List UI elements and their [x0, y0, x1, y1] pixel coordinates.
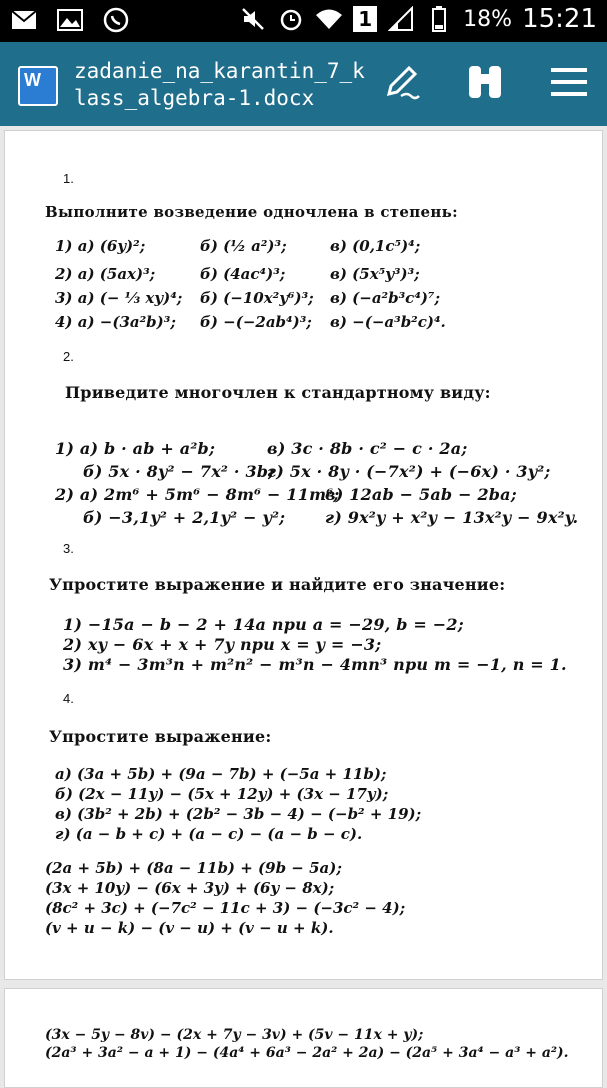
app-bar	[0, 42, 607, 126]
edit-pen-icon[interactable]	[381, 60, 421, 104]
exercise-item: 4) а) −(3a²b)³;	[55, 313, 176, 331]
exercise-item: 1) −15a − b − 2 + 14a при a = −29, b = −2;	[63, 615, 464, 634]
mail-icon	[10, 6, 38, 34]
exercise-item: (2a + 5b) + (8a − 11b) + (9b − 5a);	[45, 859, 342, 877]
exercise-item: 2) а) 2m⁶ + 5m⁶ − 8m⁶ − 11m⁶;	[55, 485, 340, 504]
exercise-item: (v + u − k) − (v − u) + (v − u + k).	[45, 919, 334, 937]
task-number: 1.	[63, 171, 74, 186]
word-doc-icon: W	[18, 66, 58, 106]
exercise-item: б) −(−2ab⁴)³;	[200, 313, 312, 331]
task-number: 3.	[63, 541, 74, 556]
exercise-item: 3) а) (− ⅓ xy)⁴;	[55, 289, 183, 307]
mute-icon	[239, 5, 267, 33]
document-title: zadanie_na_karantin_7_klass_algebra-1.docx	[74, 59, 365, 110]
exercise-item: (8c² + 3c) + (−7c² − 11c + 3) − (−3c² − 4);	[45, 899, 406, 917]
sim-card-icon: 1	[353, 6, 377, 32]
battery-level: 18%	[463, 6, 513, 32]
exercise-item: в) (0,1c⁵)⁴;	[330, 237, 421, 255]
status-bar	[0, 0, 607, 42]
task-number: 2.	[63, 349, 74, 364]
exercise-item: в) (5x⁵y³)³;	[330, 265, 420, 283]
document-page-1[interactable]	[4, 130, 603, 980]
exercise-item: 2) xy − 6x + x + 7y при x = y = −3;	[63, 635, 382, 654]
alarm-icon	[277, 5, 305, 33]
exercise-item: г) (a − b + c) + (a − c) − (a − b − c).	[55, 825, 363, 843]
exercise-item: в) 12ab − 5ab − 2ba;	[325, 485, 517, 504]
exercise-item: в) (3b² + 2b) + (2b² − 3b − 4) − (−b² + 19);	[55, 805, 422, 823]
task-heading: Упростите выражение и найдите его значение:	[49, 575, 506, 594]
exercise-item: 1) а) b · ab + a²b;	[55, 439, 216, 458]
task-number: 4.	[63, 691, 74, 706]
exercise-item: б) 5x · 8y² − 7x² · 3b;	[83, 462, 275, 481]
exercise-item: 1) а) (6y)²;	[55, 237, 146, 255]
exercise-item: б) (½ a²)³;	[200, 237, 287, 255]
exercise-item: б) −3,1y² + 2,1y² − y²;	[83, 508, 286, 527]
exercise-item: б) (4ac⁴)³;	[200, 265, 286, 283]
exercise-item: 2) а) (5ax)³;	[55, 265, 156, 283]
task-heading: Выполните возведение одночлена в степень:	[45, 203, 458, 221]
exercise-item: б) (−10x²y⁶)³;	[200, 289, 314, 307]
exercise-item: в) (−a²b³c⁴)⁷;	[330, 289, 441, 307]
exercise-item: б) (2x − 11y) − (5x + 12y) + (3x − 17y);	[55, 785, 389, 803]
task-heading: Приведите многочлен к стандартному виду:	[65, 383, 491, 402]
clock: 15:21	[522, 4, 597, 34]
binoculars-icon[interactable]	[465, 60, 505, 104]
exercise-item: в) −(−a³b²c)⁴.	[330, 313, 446, 331]
signal-icon	[387, 5, 415, 33]
exercise-item: (3x − 5y − 8v) − (2x + 7y − 3v) + (5v − 11x + y);	[45, 1027, 424, 1043]
image-icon	[56, 6, 84, 34]
menu-icon[interactable]	[549, 60, 589, 104]
battery-icon	[425, 5, 453, 33]
exercise-item: (3x + 10y) − (6x + 3y) + (6y − 8x);	[45, 879, 335, 897]
exercise-item: в) 3c · 8b · c² − c · 2a;	[267, 439, 468, 458]
exercise-item: г) 9x²y + x²y − 13x²y − 9x²y.	[325, 508, 579, 527]
exercise-item: г) 5x · 8y · (−7x²) + (−6x) · 3y²;	[267, 462, 551, 481]
task-heading: Упростите выражение:	[49, 727, 272, 746]
whatsapp-icon	[102, 6, 130, 34]
exercise-item: (2a³ + 3a² − a + 1) − (4a⁴ + 6a³ − 2a² + 2a) − (2a⁵ + 3a⁴ − a³ + a²).	[45, 1045, 569, 1061]
exercise-item: 3) m⁴ − 3m³n + m²n² − m³n − 4mn³ при m = −1, n = 1.	[63, 655, 567, 674]
exercise-item: а) (3a + 5b) + (9a − 7b) + (−5a + 11b);	[55, 765, 387, 783]
wifi-icon	[315, 5, 343, 33]
document-page-2[interactable]	[4, 988, 603, 1088]
